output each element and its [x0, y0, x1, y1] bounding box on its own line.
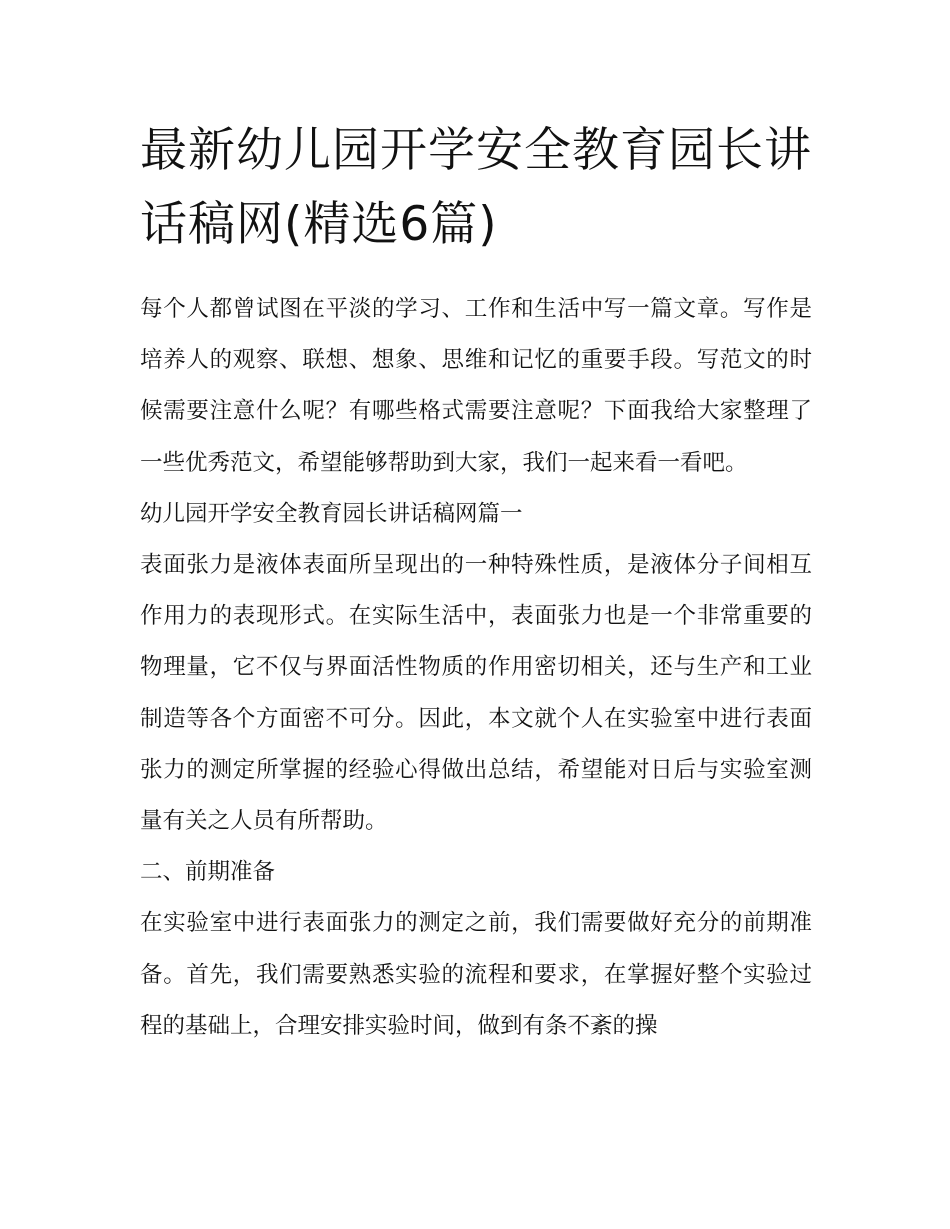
intro-paragraph: 每个人都曾试图在平淡的学习、工作和生活中写一篇文章。写作是培养人的观察、联想、想象、思维和记忆的重要手段。写范文的时候需要注意什么呢？有哪些格式需要注意呢？下面我给大家整理了一些优秀范文，希望能够帮助到大家，我们一起来看一看吧。 — [140, 296, 812, 476]
body-paragraph-surface-tension: 表面张力是液体表面所呈现出的一种特殊性质，是液体分子间相互作用力的表现形式。在实际生活中，表面张力也是一个非常重要的物理量，它不仅与界面活性物质的作用密切相关，还与生产和工业制造等各个方面密不可分。因此，本文就个人在实验室中进行表面张力的测定所掌握的经验心得做出总结，希望能对日后与实验室测量有关之人员有所帮助。 — [140, 552, 812, 835]
body-paragraph-preparation: 在实验室中进行表面张力的测定之前，我们需要做好充分的前期准备。首先，我们需要熟悉实验的流程和要求，在掌握好整个实验过程的基础上，合理安排实验时间，做到有条不紊的操 — [140, 910, 812, 1039]
section-heading-preparation: 二、前期准备 — [140, 859, 276, 886]
document-title: 最新幼儿园开学安全教育园长讲话稿网(精选6篇) — [140, 123, 812, 252]
document-body — [140, 114, 812, 1052]
section-heading-article-one: 幼儿园开学安全教育园长讲话稿网篇一 — [140, 500, 523, 527]
